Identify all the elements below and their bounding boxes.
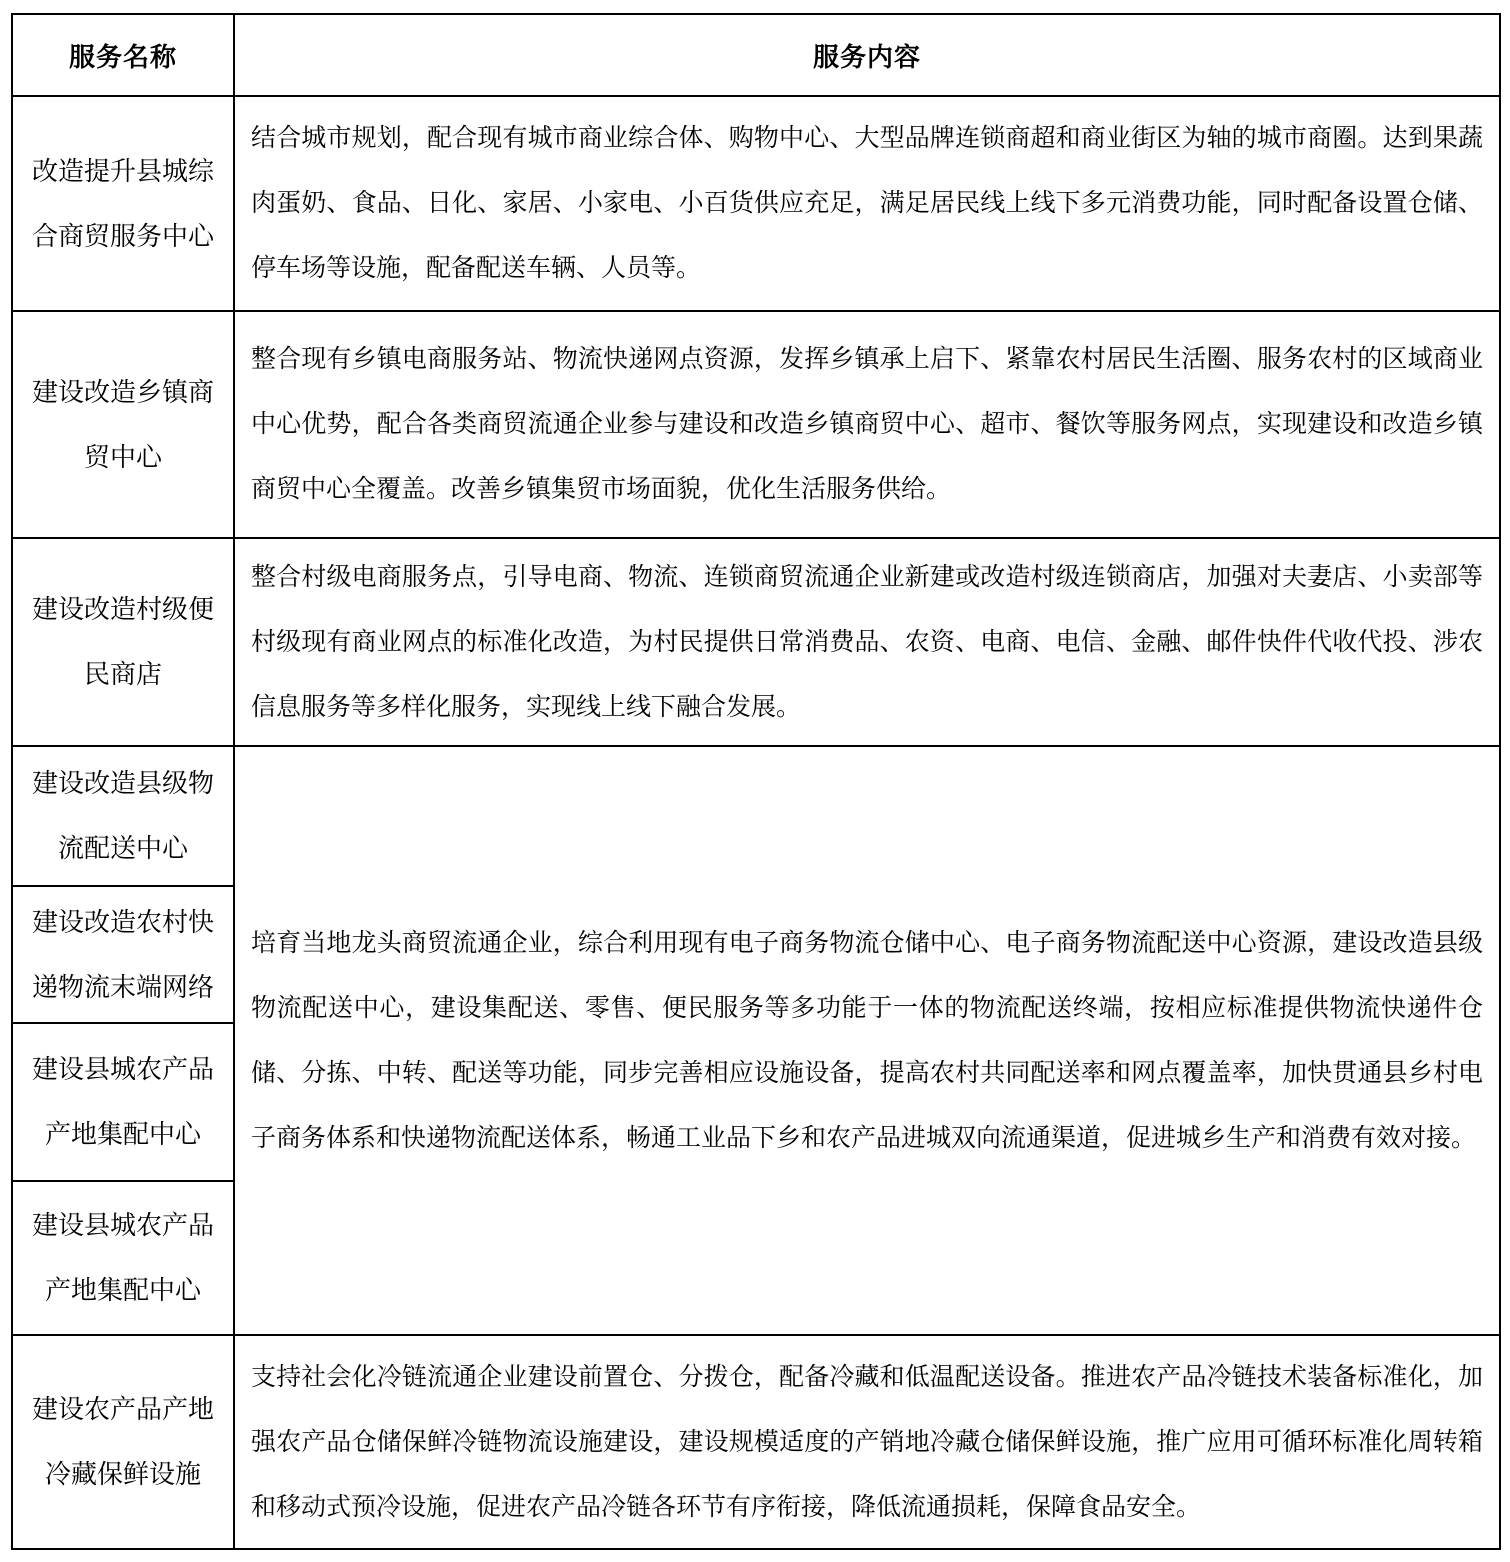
service-name-cell: 建设农产品产地冷藏保鲜设施 bbox=[12, 1335, 234, 1549]
services-table bbox=[11, 13, 1501, 1550]
service-name-cell: 建设改造村级便民商店 bbox=[12, 538, 234, 746]
service-content-cell: 整合现有乡镇电商服务站、物流快递网点资源，发挥乡镇承上启下、紧靠农村居民生活圈、服务农村的区域商业中心优势，配合各类商贸流通企业参与建设和改造乡镇商贸中心、超市、餐饮等服务网点，实现建设和改造乡镇商贸中心全覆盖。改善乡镇集贸市场面貌，优化生活服务供给。 bbox=[234, 311, 1500, 538]
table-row bbox=[12, 311, 1500, 538]
header-cell-service-content: 服务内容 bbox=[234, 14, 1500, 96]
service-name-cell: 建设县城农产品产地集配中心 bbox=[12, 1023, 234, 1181]
service-name-cell: 建设改造乡镇商贸中心 bbox=[12, 311, 234, 538]
service-content-cell-merged: 培育当地龙头商贸流通企业，综合利用现有电子商务物流仓储中心、电子商务物流配送中心资源，建设改造县级物流配送中心，建设集配送、零售、便民服务等多功能于一体的物流配送终端，按相应标准提供物流快递件仓储、分拣、中转、配送等功能，同步完善相应设施设备，提高农村共同配送率和网点覆盖率，加快贯通县乡村电子商务体系和快递物流配送体系，畅通工业品下乡和农产品进城双向流通渠道，促进城乡生产和消费有效对接。 bbox=[234, 746, 1500, 1335]
table-row bbox=[12, 746, 1500, 886]
service-name-cell: 建设县城农产品产地集配中心 bbox=[12, 1181, 234, 1335]
service-name-cell: 建设改造县级物流配送中心 bbox=[12, 746, 234, 886]
table-row bbox=[12, 1335, 1500, 1549]
service-content-cell: 结合城市规划，配合现有城市商业综合体、购物中心、大型品牌连锁商超和商业街区为轴的城市商圈。达到果蔬肉蛋奶、食品、日化、家居、小家电、小百货供应充足，满足居民线上线下多元消费功能，同时配备设置仓储、停车场等设施，配备配送车辆、人员等。 bbox=[234, 96, 1500, 311]
header-row bbox=[12, 14, 1500, 96]
service-name-cell: 改造提升县城综合商贸服务中心 bbox=[12, 96, 234, 311]
header-cell-service-name: 服务名称 bbox=[12, 14, 234, 96]
table-row bbox=[12, 538, 1500, 746]
table-row bbox=[12, 96, 1500, 311]
service-content-cell: 支持社会化冷链流通企业建设前置仓、分拨仓，配备冷藏和低温配送设备。推进农产品冷链技术装备标准化，加强农产品仓储保鲜冷链物流设施建设，建设规模适度的产销地冷藏仓储保鲜设施，推广应用可循环标准化周转箱和移动式预冷设施，促进农产品冷链各环节有序衔接，降低流通损耗，保障食品安全。 bbox=[234, 1335, 1500, 1549]
service-content-cell: 整合村级电商服务点，引导电商、物流、连锁商贸流通企业新建或改造村级连锁商店，加强对夫妻店、小卖部等村级现有商业网点的标准化改造，为村民提供日常消费品、农资、电商、电信、金融、邮件快件代收代投、涉农信息服务等多样化服务，实现线上线下融合发展。 bbox=[234, 538, 1500, 746]
service-name-cell: 建设改造农村快递物流末端网络 bbox=[12, 886, 234, 1023]
